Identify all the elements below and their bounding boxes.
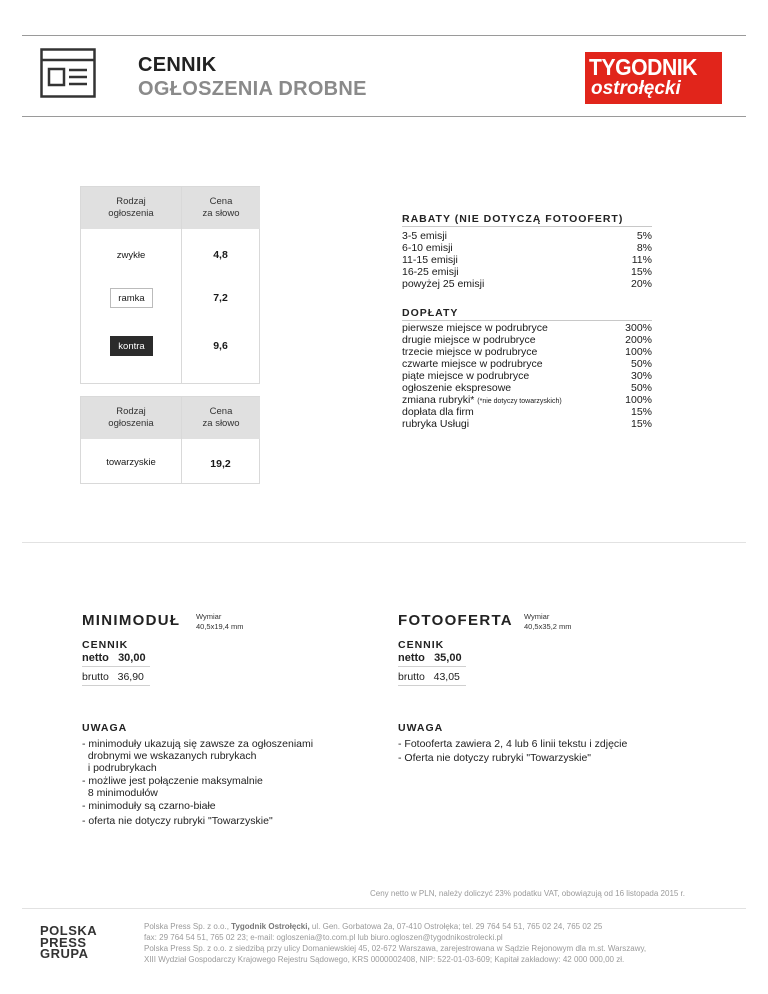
document-icon [40, 48, 96, 98]
minimodul-brutto-underline [82, 685, 150, 686]
rabaty-value: 15% [630, 266, 652, 278]
footer-line4: XIII Wydział Gospodarczy Krajowego Rejestru Sądowego, KRS 0000002408, NIP: 522-01-03-609; Kapitał zakładowy: 42 000 000,00 zł. [144, 955, 625, 964]
doplaty-value: 200% [625, 334, 652, 346]
minimodul-note: - minimoduły są czarno-białe [82, 800, 216, 812]
minimodul-dim-label: Wymiar [196, 612, 222, 621]
brand-line: POLSKA [40, 923, 98, 938]
fotooferta-brutto-underline [398, 685, 466, 686]
rabaty-label: 16-25 emisji [402, 266, 459, 278]
rabaty-underline [402, 226, 652, 227]
brand-line: GRUPA [40, 946, 89, 961]
page-title: CENNIK [138, 54, 217, 76]
fotooferta-uwaga: UWAGA [398, 722, 444, 734]
netto-label: netto [398, 652, 425, 664]
doplaty-label: piąte miejsce w podrubryce [402, 370, 530, 382]
rabaty-label: 11-15 emisji [402, 254, 458, 266]
rabaty-label: 6-10 emisji [402, 242, 453, 254]
price-table [80, 186, 260, 384]
footer-line3: Polska Press Sp. z o.o. z siedzibą przy ulicy Domaniewskiej 45, 02-672 Warszawa, zarejestrowana w Sądzie Rejonowym dla m.st. Warszawy, [144, 944, 647, 953]
fotooferta-brutto [398, 671, 460, 683]
netto-label: netto [82, 652, 109, 664]
doplaty-label: czwarte miejsce w podrubryce [402, 358, 543, 370]
doplaty-value: 30% [630, 370, 652, 382]
fotooferta-cennik: CENNIK [398, 639, 445, 651]
fotooferta-dim-value: 40,5x35,2 mm [524, 622, 572, 631]
fotooferta-dim-label: Wymiar [524, 612, 550, 621]
brutto-label: brutto [398, 671, 425, 683]
minimodul-note: - oferta nie dotyczy rubryki "Towarzyskie" [82, 815, 273, 827]
doplaty-label: trzecie miejsce w podrubryce [402, 346, 538, 358]
fotooferta-netto-underline [398, 666, 466, 667]
doplaty-label: dopłata dla firm [402, 406, 474, 418]
polska-press-logo [40, 925, 97, 960]
rabaty-value: 11% [631, 254, 652, 266]
table-head-type: Rodzaj ogłoszenia [81, 187, 181, 229]
doplaty-heading: DOPŁATY [402, 307, 459, 319]
row-price-kontra: 9,6 [213, 340, 228, 352]
rabaty-heading: RABATY (NIE DOTYCZĄ FOTOOFERT) [402, 213, 624, 225]
fotooferta-note: - Oferta nie dotyczy rubryki "Towarzyskie" [398, 752, 592, 764]
page-subtitle: OGŁOSZENIA DROBNE [138, 78, 367, 100]
minimodul-cennik: CENNIK [82, 639, 129, 651]
fotooferta-title: FOTOOFERTA [398, 612, 513, 629]
rabaty-label: powyżej 25 emisji [402, 278, 485, 290]
minimodul-uwaga: UWAGA [82, 722, 128, 734]
logo-line2: ostrołęcki [591, 78, 681, 99]
brutto-value: 43,05 [433, 671, 460, 683]
row-type-ramka: ramka [110, 288, 153, 308]
minimodul-dim-value: 40,5x19,4 mm [196, 622, 244, 631]
minimodul-netto [82, 652, 146, 664]
doplaty-value: 300% [625, 322, 652, 334]
rabaty-value: 20% [630, 278, 652, 290]
row-price-ramka: 7,2 [213, 292, 228, 304]
minimodul-note: - możliwe jest połączenie maksymalnie 8 minimodułów [82, 775, 263, 799]
footer-line1-bold: Tygodnik Ostrołęcki, [231, 922, 310, 931]
row-price-zwykle: 4,8 [213, 249, 228, 261]
price-table-towarzyskie [80, 396, 260, 484]
footer-line2: fax: 29 764 54 51, 765 02 23; e-mail: ogloszenia@to.com.pl lub biuro.ogloszen@tygodnikostrolecki.pl [144, 933, 503, 942]
doplaty-value: 15% [630, 418, 652, 430]
row-price-towarzyskie: 19,2 [210, 458, 231, 470]
doplaty-label: drugie miejsce w podrubryce [402, 334, 536, 346]
brutto-value: 36,90 [117, 671, 144, 683]
doplaty-label-text: zmiana rubryki* [402, 394, 475, 406]
brand-line: PRESS [40, 934, 87, 950]
doplaty-label: rubryka Usługi [402, 418, 470, 430]
minimodul-brutto [82, 671, 144, 683]
fotooferta-netto [398, 652, 462, 664]
minimodul-netto-underline [82, 666, 150, 667]
table2-head-type: Rodzaj ogłoszenia [81, 397, 181, 439]
netto-value: 35,00 [434, 652, 462, 664]
top-divider [22, 35, 746, 36]
header-divider [22, 116, 746, 117]
footer-line1-pre: Polska Press Sp. z o.o., [144, 922, 232, 931]
table2-head-price: Cena za słowo [181, 397, 260, 439]
row-type-kontra: kontra [110, 336, 153, 356]
row-type-zwykle: zwykłe [116, 249, 146, 261]
vat-note: Ceny netto w PLN, należy doliczyć 23% podatku VAT, obowiązują od 16 listopada 2015 r. [370, 889, 686, 898]
minimodul-title: MINIMODUŁ [82, 612, 181, 629]
doplaty-underline [402, 320, 652, 321]
footer-line1-post: ul. Gen. Gorbatowa 2a, 07-410 Ostrołęka; tel. 29 764 54 51, 765 02 24, 765 02 25 [309, 922, 603, 931]
rabaty-value: 5% [636, 230, 652, 242]
middle-divider [22, 542, 746, 543]
brutto-label: brutto [82, 671, 109, 683]
doplaty-value: 50% [630, 382, 652, 394]
doplaty-value: 100% [625, 346, 652, 358]
doplaty-value: 15% [630, 406, 652, 418]
doplaty-value: 100% [625, 394, 652, 406]
doplaty-label: ogłoszenie ekspresowe [402, 382, 512, 394]
doplaty-label: pierwsze miejsce w podrubryce [402, 322, 548, 334]
netto-value: 30,00 [118, 652, 146, 664]
fotooferta-note: - Fotooferta zawiera 2, 4 lub 6 linii tekstu i zdjęcie [398, 738, 628, 750]
logo-line1: TYGODNIK [589, 54, 697, 80]
tygodnik-logo [585, 52, 722, 104]
table-head-price: Cena za słowo [181, 187, 260, 229]
minimodul-note: - minimoduły ukazują się zawsze za ogłoszeniami drobnymi we wskazanych rubrykach i podrubrykach [82, 738, 314, 774]
footer-divider [22, 908, 746, 909]
doplaty-value: 50% [630, 358, 652, 370]
rabaty-label: 3-5 emisji [402, 230, 447, 242]
rabaty-value: 8% [636, 242, 652, 254]
footer-line1 [144, 921, 602, 932]
doplaty-note: (*nie dotyczy towarzyskich) [477, 398, 562, 405]
row-type-towarzyskie: towarzyskie [106, 456, 156, 468]
